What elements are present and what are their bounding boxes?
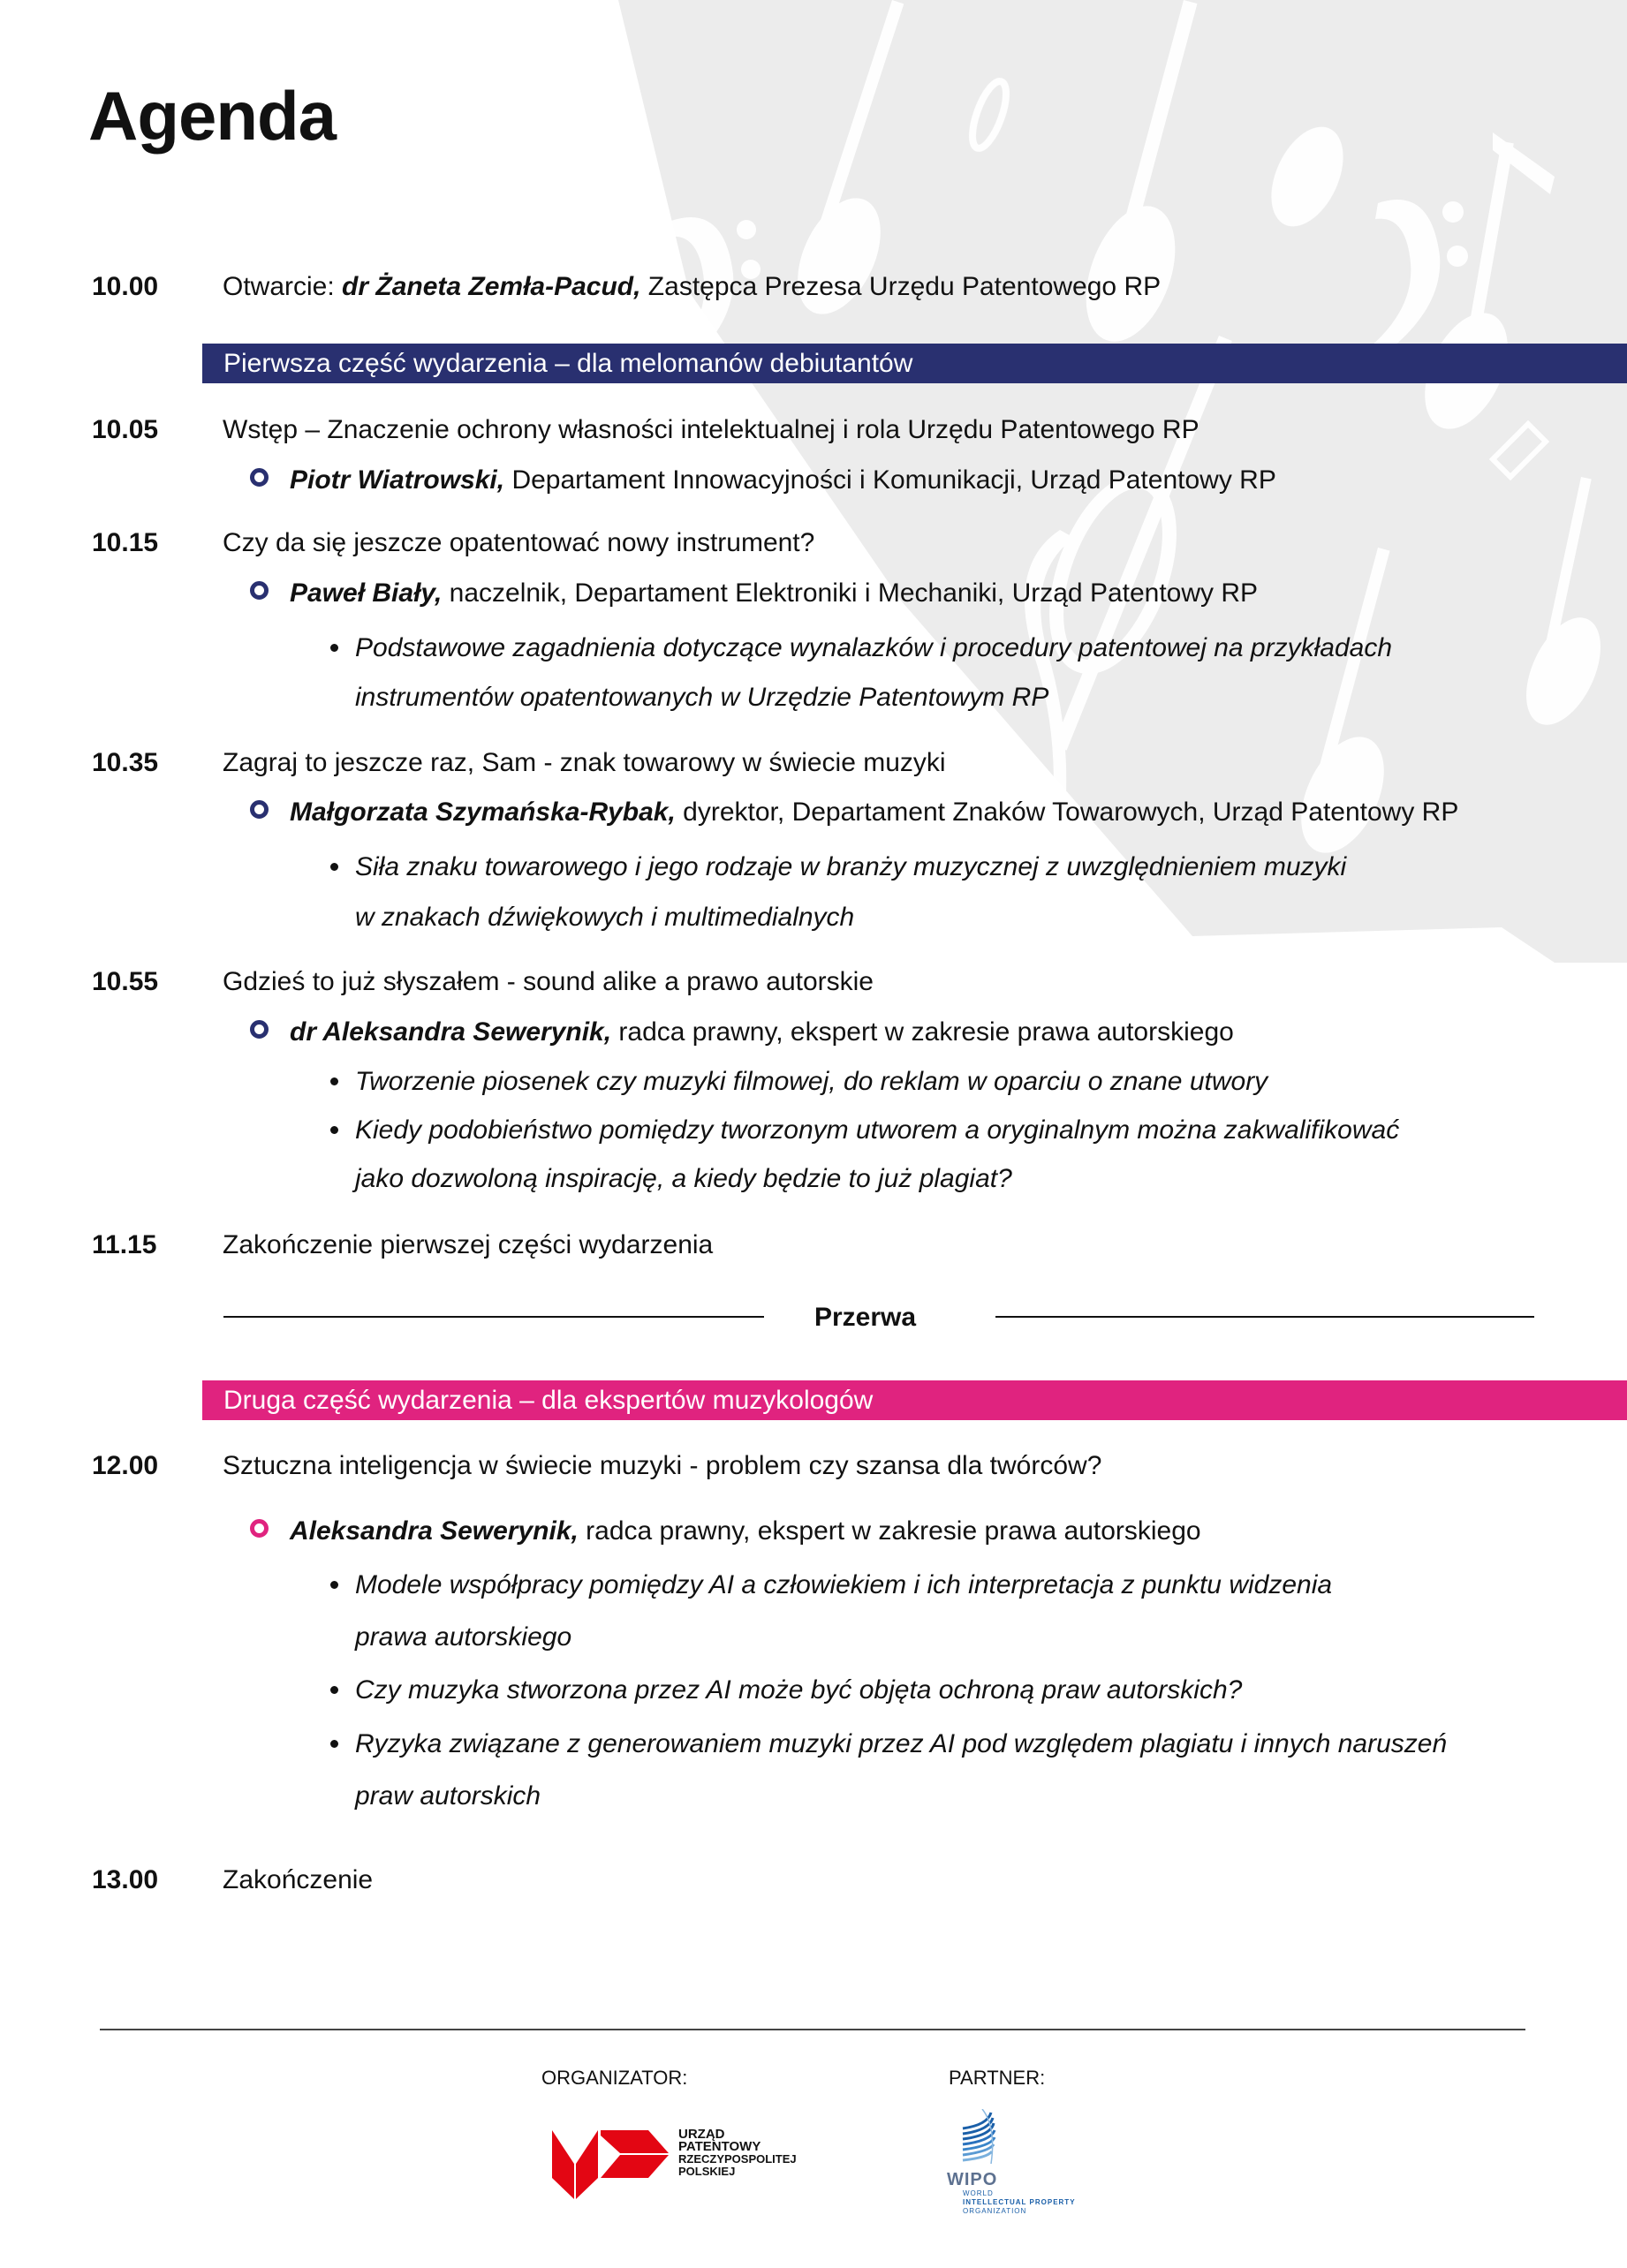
speaker-ring-icon — [250, 1519, 269, 1538]
speaker-line — [290, 1019, 1234, 1046]
wipo-acronym: WIPO — [947, 2170, 998, 2189]
bullet-dot-icon — [330, 1686, 338, 1694]
speaker-role: naczelnik, Departament Elektroniki i Mechaniki, Urząd Patentowy RP — [442, 578, 1259, 608]
speaker-ring-icon — [250, 468, 269, 487]
bullet-text: Siła znaku towarowego i jego rodzaje w branży muzycznej z uwzględnieniem muzyki — [355, 852, 1347, 881]
topic-title: Gdzieś to już słyszałem - sound alike a prawo autorskie — [223, 967, 874, 996]
time-item: 12.00 — [92, 1451, 159, 1480]
section-1-header — [202, 344, 1627, 383]
section-2-header — [202, 1380, 1627, 1420]
time-item: 10.05 — [92, 415, 159, 444]
speaker-ring-icon — [250, 581, 269, 600]
bullet-dot-icon — [330, 1581, 338, 1589]
speaker-name: dr Aleksandra Sewerynik, — [290, 1017, 612, 1047]
speaker-ring-icon — [250, 800, 269, 819]
speaker-role: Departament Innowacyjności i Komunikacji, Urząd Patentowy RP — [504, 465, 1276, 495]
bullet-dot-icon — [330, 1740, 338, 1748]
opening-role: Zastępca Prezesa Urzędu Patentowego RP — [640, 272, 1162, 301]
time-item: 10.35 — [92, 748, 159, 777]
break-divider-left — [223, 1316, 764, 1318]
break-divider-right — [995, 1316, 1534, 1318]
topic-title: Wstęp – Znaczenie ochrony własności intelektualnej i rola Urzędu Patentowego RP — [223, 415, 1199, 444]
speaker-name: Paweł Biały, — [290, 578, 443, 608]
uprp-line: URZĄD — [678, 2127, 725, 2142]
bullet-text-continued: w znakach dźwiękowych i multimedialnych — [355, 903, 855, 932]
uprp-line: POLSKIEJ — [678, 2165, 736, 2178]
opening-speaker: dr Żaneta Zemła-Pacud, — [342, 272, 641, 301]
speaker-name: Aleksandra Sewerynik, — [290, 1516, 579, 1546]
time-item: 10.55 — [92, 967, 159, 996]
topic-title: Sztuczna inteligencja w świecie muzyki - problem czy szansa dla twórców? — [223, 1451, 1102, 1480]
bullet-text: Kiedy podobieństwo pomiędzy tworzonym utworem a oryginalnym można zakwalifikować — [355, 1115, 1400, 1145]
bullet-text-continued: instrumentów opatentowanych w Urzędzie Patentowym RP — [355, 683, 1049, 712]
speaker-name: Małgorzata Szymańska-Rybak, — [290, 798, 676, 827]
partner-label: PARTNER: — [949, 2067, 1046, 2089]
wipo-line: ORGANIZATION — [963, 2207, 1027, 2215]
time-item: 11.15 — [92, 1230, 157, 1259]
topic-title: Zagraj to jeszcze raz, Sam - znak towarowy w świecie muzyki — [223, 748, 946, 777]
speaker-line — [290, 799, 1458, 826]
break-label: Przerwa — [814, 1303, 917, 1332]
wipo-globe-icon — [961, 2109, 998, 2167]
uprp-line: PATENTOWY — [678, 2139, 761, 2154]
bullet-text: Podstawowe zagadnienia dotyczące wynalazków i procedury patentowej na przykładach — [355, 633, 1393, 662]
bullet-dot-icon — [330, 1077, 338, 1085]
speaker-role: radca prawny, ekspert w zakresie prawa autorskiego — [611, 1017, 1234, 1047]
footer-divider — [100, 2029, 1525, 2030]
bullet-text-continued: praw autorskich — [355, 1781, 541, 1811]
bullet-dot-icon — [330, 1126, 338, 1134]
bullet-text: Ryzyka związane z generowaniem muzyki przez AI pod względem plagiatu i innych naruszeń — [355, 1729, 1448, 1758]
speaker-ring-icon — [250, 1020, 269, 1039]
topic-title: Zakończenie pierwszej części wydarzenia — [223, 1230, 714, 1259]
section-2-label: Druga część wydarzenia – dla ekspertów muzykologów — [223, 1386, 874, 1415]
speaker-line — [290, 580, 1258, 607]
time-item: 13.00 — [92, 1865, 159, 1894]
bullet-text-continued: prawa autorskiego — [355, 1622, 572, 1652]
time-opening: 10.00 — [92, 272, 159, 301]
section-1-label: Pierwsza część wydarzenia – dla melomanów debiutantów — [223, 349, 913, 378]
page-title: Agenda — [88, 77, 337, 155]
uprp-line: RZECZYPOSPOLITEJ — [678, 2152, 797, 2166]
bullet-text: Tworzenie piosenek czy muzyki filmowej, do reklam w oparciu o znane utwory — [355, 1067, 1268, 1096]
bullet-dot-icon — [330, 644, 338, 652]
speaker-line — [290, 1518, 1201, 1545]
time-item: 10.15 — [92, 528, 159, 557]
topic-title: Zakończenie — [223, 1865, 374, 1894]
speaker-role: radca prawny, ekspert w zakresie prawa autorskiego — [578, 1516, 1201, 1546]
bullet-text: Modele współpracy pomiędzy AI a człowiekiem i ich interpretacja z punktu widzenia — [355, 1570, 1333, 1599]
bullet-dot-icon — [330, 863, 338, 871]
wipo-line: INTELLECTUAL PROPERTY — [963, 2198, 1076, 2206]
uprp-logo-text — [678, 2128, 797, 2178]
organizer-label: ORGANIZATOR: — [541, 2067, 688, 2089]
opening-prefix: Otwarcie: — [223, 272, 343, 301]
bullet-text-continued: jako dozwoloną inspirację, a kiedy będzie to już plagiat? — [355, 1164, 1012, 1193]
bullet-text: Czy muzyka stworzona przez AI może być objęta ochroną praw autorskich? — [355, 1675, 1243, 1705]
speaker-name: Piotr Wiatrowski, — [290, 465, 505, 495]
uprp-logo-icon — [549, 2127, 673, 2201]
speaker-role: dyrektor, Departament Znaków Towarowych, Urząd Patentowy RP — [675, 798, 1459, 827]
topic-title: Czy da się jeszcze opatentować nowy instrument? — [223, 528, 815, 557]
wipo-line: WORLD — [963, 2189, 994, 2197]
speaker-line — [290, 467, 1276, 494]
opening-line — [223, 274, 1161, 300]
